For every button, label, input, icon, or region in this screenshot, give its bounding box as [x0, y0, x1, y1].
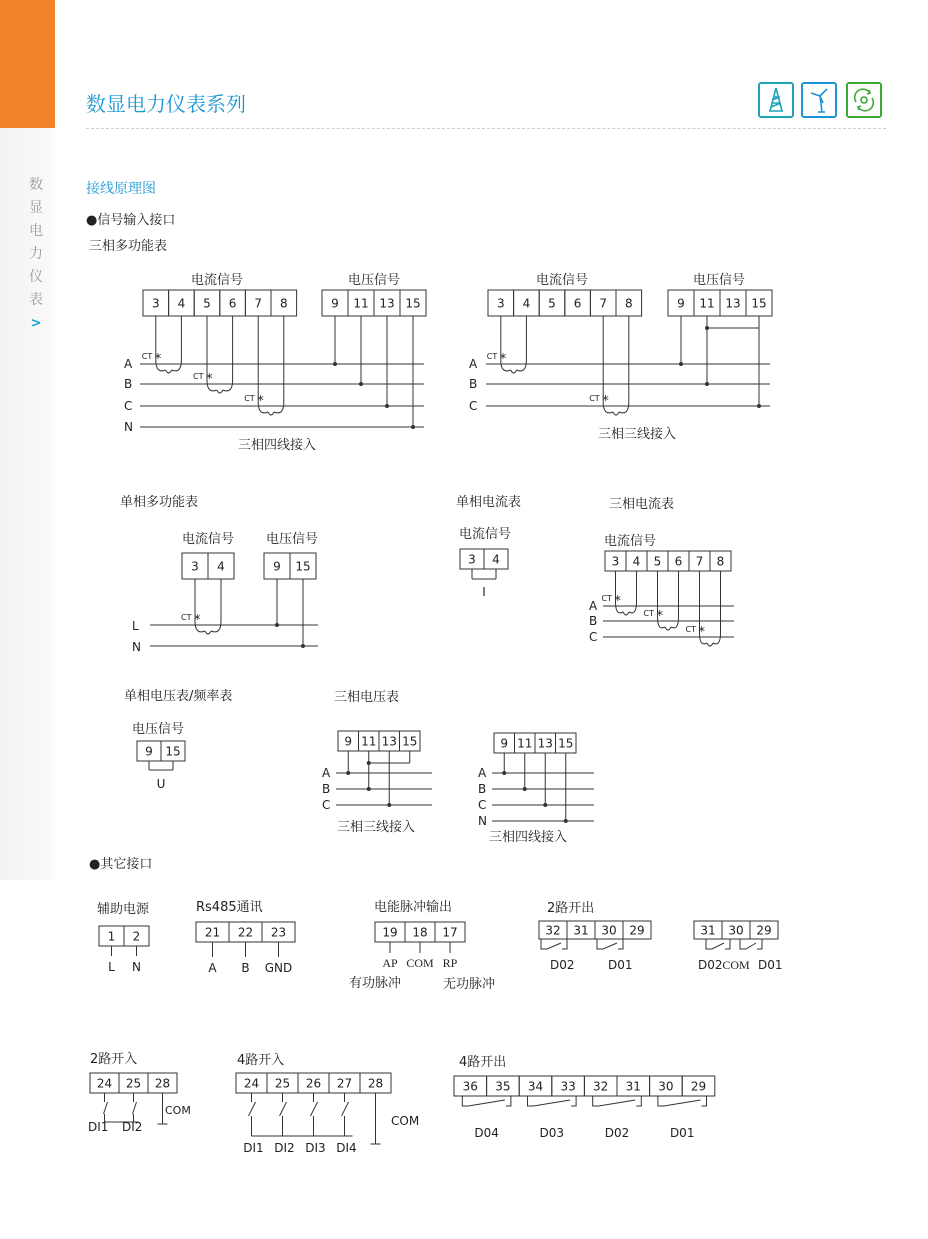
terminal-label: 6: [573, 296, 582, 311]
terminal-label: 29: [690, 1079, 707, 1094]
junction-dot: [411, 425, 415, 429]
nav-char: 表: [29, 292, 43, 308]
terminal-label: 29: [629, 923, 645, 938]
terminal-label: 9: [677, 296, 685, 311]
label-current-signal: 电流信号: [459, 527, 512, 542]
label-current-signal: 电流信号: [190, 273, 244, 288]
ct-coil: [217, 390, 223, 393]
ct-star: *: [154, 352, 162, 367]
com-label: COM: [165, 1104, 191, 1117]
phase-label: C: [322, 798, 331, 812]
junction-dot: [523, 787, 527, 791]
dout-label: D01: [669, 1126, 695, 1140]
junction-dot: [502, 771, 506, 775]
junction-dot: [385, 404, 389, 408]
label-current-signal: 电流信号: [181, 532, 235, 547]
contact-symbol: [528, 1096, 577, 1106]
bullet-other-interfaces: ●其它接口: [89, 857, 153, 872]
terminal-label: 30: [728, 923, 744, 938]
terminal-label: 5: [548, 296, 556, 311]
d02-label: D02: [550, 958, 575, 972]
terminal-label: 8: [279, 296, 288, 311]
terminal-label: 28: [154, 1076, 171, 1091]
current-label: I: [482, 585, 486, 599]
phase-label: C: [589, 630, 598, 644]
ct-coil: [665, 627, 671, 630]
pulse-COM: COM: [406, 956, 434, 970]
switch-arm: [133, 1102, 137, 1114]
phase-label: B: [469, 377, 478, 391]
phase-label: B: [322, 782, 331, 796]
phase-label: B: [589, 614, 598, 628]
nav-arrow-icon[interactable]: >: [30, 316, 42, 331]
phase-label: N: [478, 814, 487, 828]
contact-symbol: [541, 939, 567, 949]
ct-label: CT: [685, 625, 696, 634]
terminal-label: 15: [751, 296, 767, 311]
di-label: DI1: [243, 1141, 264, 1155]
ct-label: CT: [193, 372, 204, 381]
terminal-label: 7: [254, 296, 263, 311]
label-active-pulse: 有功脉冲: [349, 976, 402, 991]
terminal-label: 5: [203, 296, 211, 311]
terminal-label: 15: [165, 744, 181, 759]
terminal-label: 28: [367, 1076, 384, 1091]
ct-coil: [268, 412, 274, 415]
terminal-label: 6: [228, 296, 237, 311]
terminal-label: 2: [132, 929, 141, 944]
terminal-label: 1: [107, 929, 116, 944]
terminal-label: 33: [560, 1079, 576, 1094]
phase-label: C: [469, 399, 478, 413]
terminal-label: 15: [295, 559, 311, 574]
switch-arm: [104, 1102, 108, 1114]
terminal-label: 32: [545, 923, 561, 938]
phase-label: A: [124, 357, 133, 371]
terminal-label: 8: [716, 554, 725, 569]
phase-label: A: [469, 357, 478, 371]
label-current-signal: 电流信号: [604, 534, 657, 549]
junction-dot: [679, 362, 683, 366]
junction-dot: [705, 326, 709, 330]
subtitle-three-phase-multifunction: 三相多功能表: [89, 239, 168, 254]
nav-char: 仪: [29, 269, 43, 285]
terminal-label: 6: [674, 554, 683, 569]
label-2way-output: 2路开出: [547, 901, 595, 916]
phase-label: N: [124, 420, 133, 434]
ct-label: CT: [141, 352, 153, 361]
ct-coil: [623, 612, 629, 615]
terminal-label: 11: [353, 296, 369, 311]
terminal-label: 17: [442, 925, 458, 940]
terminal-label: 3: [496, 296, 505, 311]
terminal-label: 25: [274, 1076, 291, 1091]
label-4way-input: 4路开入: [237, 1053, 285, 1068]
ct-star: *: [206, 372, 213, 387]
terminal-label: 13: [725, 296, 741, 311]
terminal-label: 11: [517, 736, 533, 751]
contact-symbol: [597, 939, 623, 949]
terminal-label: 15: [402, 734, 418, 749]
terminal-label: 31: [573, 923, 589, 938]
terminal-label: 31: [625, 1079, 641, 1094]
d01-label: D01: [758, 958, 783, 972]
d01-label: D01: [608, 958, 633, 972]
label-voltage-signal: 电压信号: [132, 722, 185, 737]
section-title: 接线原理图: [86, 181, 156, 197]
label-pulse-output: 电能脉冲输出: [374, 900, 453, 915]
terminal-label: 3: [611, 554, 620, 569]
subtitle-single-phase-ammeter: 单相电流表: [456, 495, 522, 510]
ct-label: CT: [244, 394, 255, 403]
terminal-label: 24: [96, 1076, 113, 1091]
terminal-label: 3: [191, 559, 199, 574]
terminal-label: 9: [331, 296, 339, 311]
di-label: DI3: [305, 1141, 326, 1155]
ct-label: CT: [643, 609, 654, 618]
nav-char: 力: [29, 246, 43, 262]
dout-label: D02: [604, 1126, 630, 1140]
ct-star: *: [602, 394, 609, 409]
switch-arm: [311, 1102, 318, 1116]
aux-N: N: [132, 960, 141, 974]
ct-star: *: [194, 613, 201, 628]
terminal-label: 15: [405, 296, 421, 311]
ct-coil: [707, 643, 713, 646]
junction-dot: [543, 803, 547, 807]
junction-dot: [346, 771, 350, 775]
phase-label: B: [478, 782, 487, 796]
terminal-label: 4: [217, 559, 225, 574]
di-label: DI2: [274, 1141, 295, 1155]
terminal-label: 30: [601, 923, 617, 938]
junction-dot: [301, 644, 305, 648]
terminal-label: 9: [145, 744, 153, 759]
com-label: COM: [722, 958, 750, 972]
rs485-B: B: [241, 961, 250, 975]
terminal-label: 3: [151, 296, 160, 311]
phase-label: A: [322, 766, 331, 780]
terminal-label: 26: [305, 1076, 322, 1091]
ct-label: CT: [601, 594, 612, 603]
terminal-label: 19: [382, 925, 398, 940]
label-aux-power: 辅助电源: [97, 902, 150, 917]
neutral-label: N: [132, 640, 141, 654]
terminal-label: 27: [336, 1076, 353, 1091]
rs485-GND: GND: [264, 961, 293, 975]
dout-label: D03: [539, 1126, 565, 1140]
terminal-label: 13: [381, 734, 397, 749]
pulse-AP: AP: [382, 956, 398, 970]
phase-label: A: [478, 766, 487, 780]
terminal-label: 36: [462, 1079, 478, 1094]
phase-label: B: [124, 377, 133, 391]
subtitle-single-phase-voltmeter: 单相电压表/频率表: [124, 689, 233, 704]
nav-char: 数: [29, 177, 43, 193]
nav-char: 电: [29, 223, 43, 239]
terminal-label: 4: [522, 296, 531, 311]
ct-coil: [205, 631, 211, 634]
contact-symbol: [706, 939, 730, 949]
junction-dot: [705, 382, 709, 386]
bullet-signal-input: ●信号输入接口: [86, 213, 176, 228]
di2-label: DI2: [122, 1120, 143, 1134]
label-voltage-signal: 电压信号: [692, 273, 746, 288]
di-label: DI4: [336, 1141, 357, 1155]
terminal-label: 21: [204, 925, 221, 940]
terminal-label: 34: [527, 1079, 544, 1094]
caption-three-phase-four-wire: 三相四线接入: [488, 830, 568, 845]
ct-star: *: [614, 594, 621, 609]
terminal-label: 35: [495, 1079, 511, 1094]
com-label: COM: [391, 1114, 420, 1128]
ct-star: *: [499, 352, 507, 367]
caption-three-phase-three-wire: 三相三线接入: [336, 820, 416, 835]
terminal-label: 31: [700, 923, 716, 938]
ct-label: CT: [486, 352, 498, 361]
terminal-label: 9: [273, 559, 281, 574]
ct-label: CT: [181, 613, 192, 622]
terminal-label: 4: [492, 552, 500, 567]
caption-three-phase-three-wire: 三相三线接入: [597, 427, 677, 442]
di1-label: DI1: [88, 1120, 109, 1134]
terminal-label: 22: [237, 925, 254, 940]
label-rs485: Rs485通讯: [196, 900, 263, 915]
terminal-label: 18: [412, 925, 428, 940]
label-2way-input: 2路开入: [90, 1052, 138, 1067]
phase-label: C: [124, 399, 133, 413]
terminal-label: 13: [537, 736, 553, 751]
label-reactive-pulse: 无功脉冲: [443, 977, 496, 992]
subtitle-three-phase-voltmeter: 三相电压表: [334, 690, 400, 705]
terminal-label: 3: [468, 552, 476, 567]
terminal-label: 4: [177, 296, 186, 311]
d02-label: D02: [698, 958, 723, 972]
terminal-label: 9: [344, 734, 353, 749]
ct-star: *: [656, 609, 663, 624]
contact-symbol: [462, 1096, 511, 1106]
junction-dot: [367, 761, 371, 765]
label-voltage-signal: 电压信号: [347, 273, 401, 288]
nav-char: 显: [29, 200, 43, 216]
terminal-label: 9: [500, 736, 509, 751]
terminal-label: 25: [125, 1076, 142, 1091]
contact-symbol: [658, 1096, 707, 1106]
junction-dot: [564, 819, 568, 823]
terminal-label: 30: [658, 1079, 674, 1094]
terminal-label: 8: [624, 296, 633, 311]
phase-label: C: [478, 798, 487, 812]
voltage-label: U: [156, 777, 166, 791]
label-4way-output: 4路开出: [459, 1055, 507, 1070]
terminal-label: 13: [379, 296, 395, 311]
junction-dot: [275, 623, 279, 627]
phase-label: A: [589, 599, 598, 613]
terminal-label: 4: [632, 554, 641, 569]
terminal-label: 24: [243, 1076, 260, 1091]
rs485-A: A: [208, 961, 217, 975]
ct-coil: [511, 370, 517, 373]
contact-symbol: [593, 1096, 642, 1106]
terminal-label: 7: [695, 554, 704, 569]
junction-dot: [359, 382, 363, 386]
terminal-label: 7: [599, 296, 608, 311]
terminal-label: 23: [270, 925, 287, 940]
terminal-label: 5: [653, 554, 662, 569]
caption-three-phase-four-wire: 三相四线接入: [237, 438, 317, 453]
pulse-RP: RP: [442, 956, 458, 970]
ct-star: *: [257, 394, 264, 409]
switch-arm: [249, 1102, 256, 1116]
ct-coil: [166, 370, 172, 373]
junction-dot: [367, 787, 371, 791]
dout-label: D04: [474, 1126, 499, 1140]
terminal-label: 11: [361, 734, 377, 749]
terminal-label: 15: [558, 736, 574, 751]
subtitle-single-phase-multifunction: 单相多功能表: [120, 495, 199, 510]
ct-coil: [613, 412, 619, 415]
aux-L: L: [108, 960, 115, 974]
terminal-label: 29: [756, 923, 772, 938]
junction-dot: [757, 404, 761, 408]
contact-symbol: [740, 939, 762, 949]
junction-dot: [333, 362, 337, 366]
ct-label: CT: [589, 394, 600, 403]
ct-star: *: [698, 625, 705, 640]
switch-arm: [342, 1102, 349, 1116]
terminal-label: 11: [699, 296, 715, 311]
line-label: L: [132, 619, 139, 633]
label-voltage-signal: 电压信号: [265, 532, 319, 547]
terminal-label: 32: [593, 1079, 609, 1094]
page-title: 数显电力仪表系列: [86, 92, 246, 116]
switch-arm: [280, 1102, 287, 1116]
junction-dot: [387, 803, 391, 807]
label-current-signal: 电流信号: [535, 273, 589, 288]
subtitle-three-phase-ammeter: 三相电流表: [609, 497, 675, 512]
